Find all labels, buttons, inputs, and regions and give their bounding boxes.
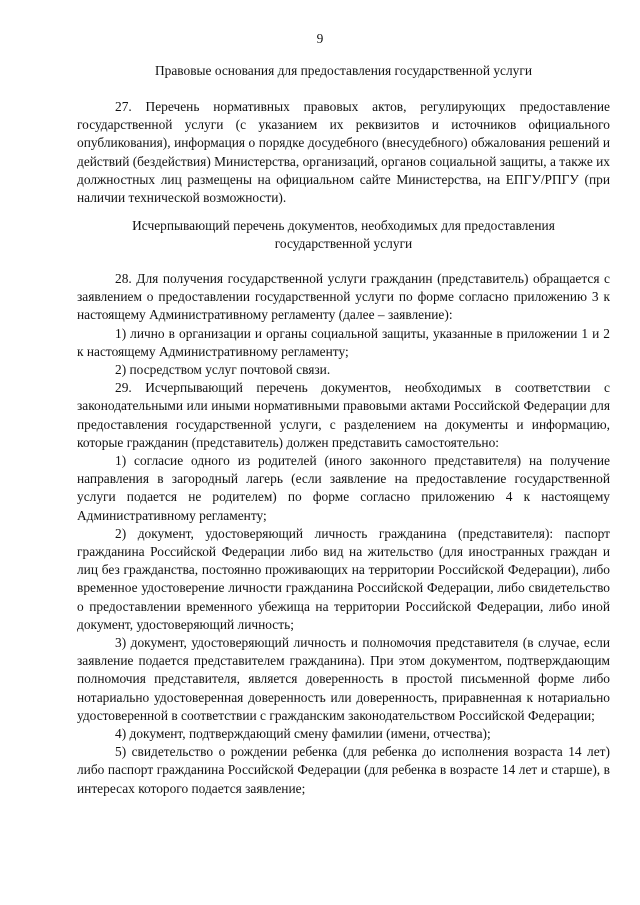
paragraph-27: 27. Перечень нормативных правовых актов, регулирующих предоставление государственной услуги (с указанием их реквизитов и источников официального опубликования), информация о порядке досудебного (внесудебного) обжалования решений и действий (бездействия) Министерства, организаций, органов социальной защиты, а также их должностных лиц размещены на официальном сайте Министерства, на ЕПГУ/РПГУ (при наличии технической возможности). bbox=[77, 99, 610, 206]
paragraph-29: 29. Исчерпывающий перечень документов, необходимых в соответствии с законодательными или иными нормативными правовыми актами Российской Федерации для предоставления государственной услуги, с разделением на документы и информацию, которые гражданин (представитель) должен представить самостоятельно: bbox=[77, 380, 610, 450]
section-legal-basis bbox=[77, 62, 610, 80]
paragraph-29-item-1: 1) согласие одного из родителей (иного законного представителя) на получение направления в загородный лагерь (если заявление на предоставление государственной услуги подается не родителем) по форме согласно приложению 4 к настоящему Административному регламенту; bbox=[77, 453, 610, 523]
paragraph-29-item-4: 4) документ, подтверждающий смену фамилии (имени, отчества); bbox=[115, 726, 491, 742]
section-heading-legal-basis: Правовые основания для предоставления государственной услуги bbox=[154, 63, 533, 78]
paragraph-29-item-3: 3) документ, удостоверяющий личность и полномочия представителя (в случае, если заявление подается представителем гражданина). При этом документом, подтверждающим полномочия представителя, является доверенность в простой письменной форме либо нотариально удостоверенная доверенность или доверенность, приравненная к нотариально удостоверенной в соответствии с гражданским законодательством Российской Федерации; bbox=[77, 635, 610, 723]
paragraph-28: 28. Для получения государственной услуги гражданин (представитель) обращается с заявлением о предоставлении государственной услуги по форме согласно приложению 3 к настоящему Административному регламенту (далее – заявление): bbox=[77, 271, 610, 323]
paragraph-29-item-5: 5) свидетельство о рождении ребенка (для ребенка до исполнения возраста 14 лет) либо паспорт гражданина Российской Федерации (для ребенка в возрасте 14 лет и старше), в интересах которого подается заявление; bbox=[77, 744, 610, 796]
section-documents bbox=[100, 217, 587, 253]
paragraph-29-item-2: 2) документ, удостоверяющий личность гражданина (представителя): паспорт гражданина Российской Федерации либо вид на жительство (для иностранных граждан и лиц без гражданства, постоянно проживающих на территории Российской Федерации), либо временное удостоверение личности гражданина Российской Федерации, либо свидетельство о предоставлении временного убежища на территории Российской Федерации, либо иной документ, удостоверяющий личность; bbox=[77, 525, 610, 632]
page-number: 9 bbox=[316, 31, 324, 46]
section-heading-documents: Исчерпывающий перечень документов, необходимых для предоставления государственной услуги bbox=[132, 218, 555, 252]
paragraphs-block bbox=[77, 270, 610, 798]
paragraph-28-item-1: 1) лично в организации и органы социальной защиты, указанные в приложении 1 и 2 к настоящему Административному регламенту; bbox=[77, 325, 610, 359]
paragraph-28-item-2: 2) посредством услуг почтовой связи. bbox=[115, 362, 331, 378]
paragraph-27-block bbox=[77, 98, 610, 207]
